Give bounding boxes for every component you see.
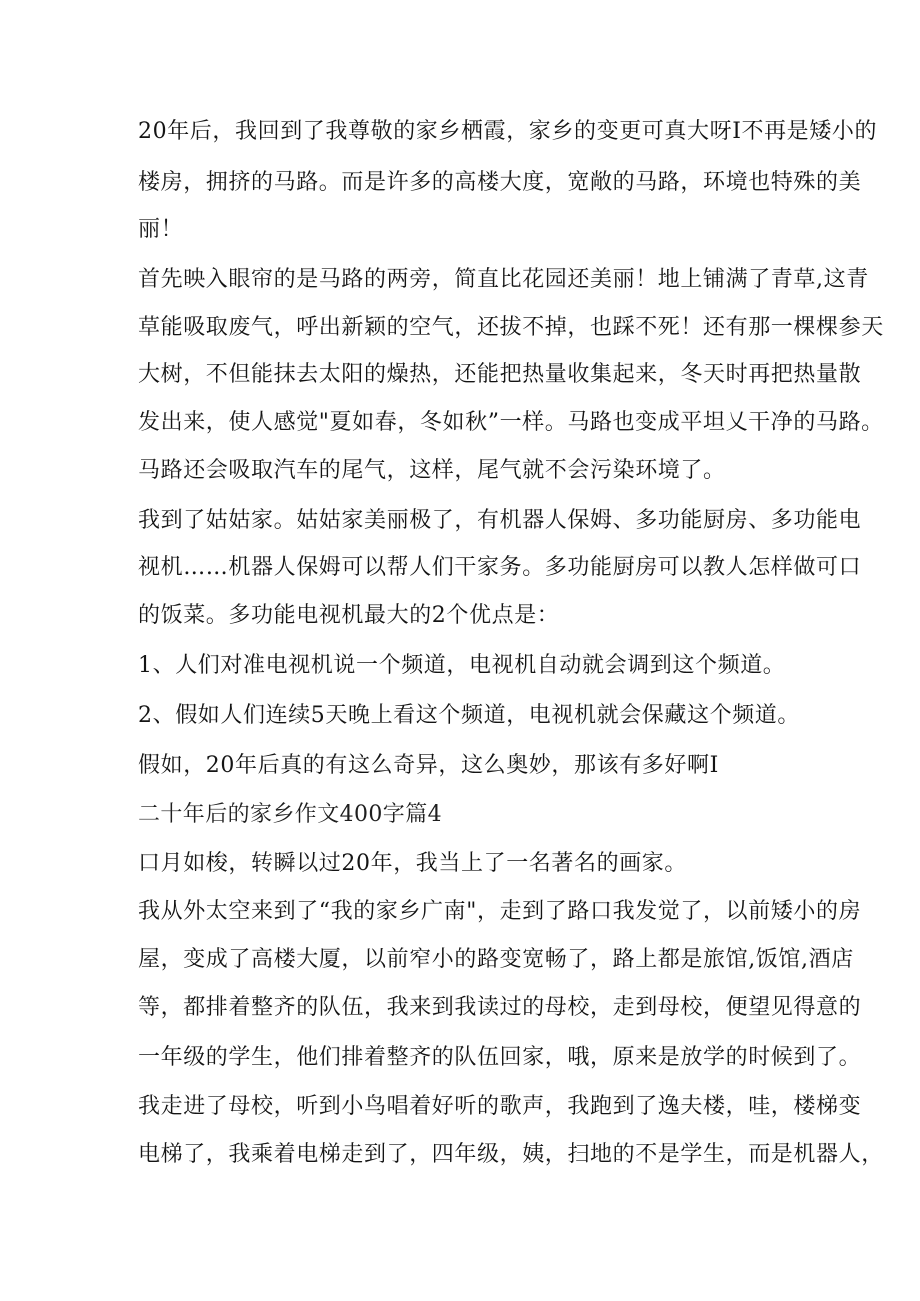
section-heading: 二十年后的家乡作文400字篇4 [138, 802, 442, 827]
text-line: 等，都排着整齐的队伍，我来到我读过的母校，走到母校，便望见得意的 [138, 995, 862, 1020]
text-line: 2、假如人们连续5天晚上看这个频道，电视机就会保藏这个频道。 [138, 703, 800, 728]
text-line: 丽！ [138, 217, 184, 242]
text-line: 口月如梭，转瞬以过20年，我当上了一名著名的画家。 [138, 851, 687, 876]
text-line: 我到了姑姑家。姑姑家美丽极了，有机器人保姆、多功能厨房、多功能电 [138, 508, 862, 533]
text-line: 我从外太空来到了“我的家乡广南"，走到了路口我发觉了，以前矮小的房 [138, 899, 862, 924]
text-line: 发出来，使人感觉"夏如春，冬如秋”一样。马路也变成平坦乂干净的马路。 [138, 410, 884, 435]
text-line: 20年后，我回到了我尊敬的家乡栖霞，家乡的变更可真大呀I不再是矮小的 [138, 119, 878, 144]
text-line: 我走进了母校，听到小鸟唱着好听的歌声，我跑到了逸夫楼，哇，楼梯变 [138, 1094, 862, 1119]
text-line: 草能吸取废气，呼出新颖的空气，还拔不掉，也踩不死！还有那一棵棵参天 [138, 315, 884, 340]
text-line: 一年级的学生，他们排着整齐的队伍回家，哦，原来是放学的时候到了。 [138, 1045, 862, 1070]
text-line: 楼房，拥挤的马路。而是许多的高楼大度，宽敞的马路，环境也特殊的美 [138, 170, 862, 195]
text-line: 马路还会吸取汽车的尾气，这样，尾气就不会污染环境了。 [138, 458, 726, 483]
text-line: 首先映入眼帘的是马路的两旁，简直比花园还美丽！地上铺满了青草,这青 [138, 267, 869, 292]
text-line: 假如，20年后真的有这么奇异，这么奥妙，那该有多好啊I [138, 753, 719, 778]
text-line: 1、人们对准电视机说一个频道，电视机自动就会调到这个频道。 [138, 653, 786, 678]
text-line: 视机……机器人保姆可以帮人们干家务。多功能厨房可以教人怎样做可口 [138, 555, 862, 580]
text-line: 的饭菜。多功能电视机最大的2个优点是： [138, 603, 560, 628]
text-line: 屋，变成了高楼大厦，以前窄小的路变宽畅了，路上都是旅馆,饭馆,酒店 [138, 947, 854, 972]
text-line: 电梯了，我乘着电梯走到了，四年级，姨，扫地的不是学生，而是机器人， [138, 1142, 884, 1167]
text-line: 大树，不但能抹去太阳的燥热，还能把热量收集起来，冬天时再把热量散 [138, 362, 862, 387]
